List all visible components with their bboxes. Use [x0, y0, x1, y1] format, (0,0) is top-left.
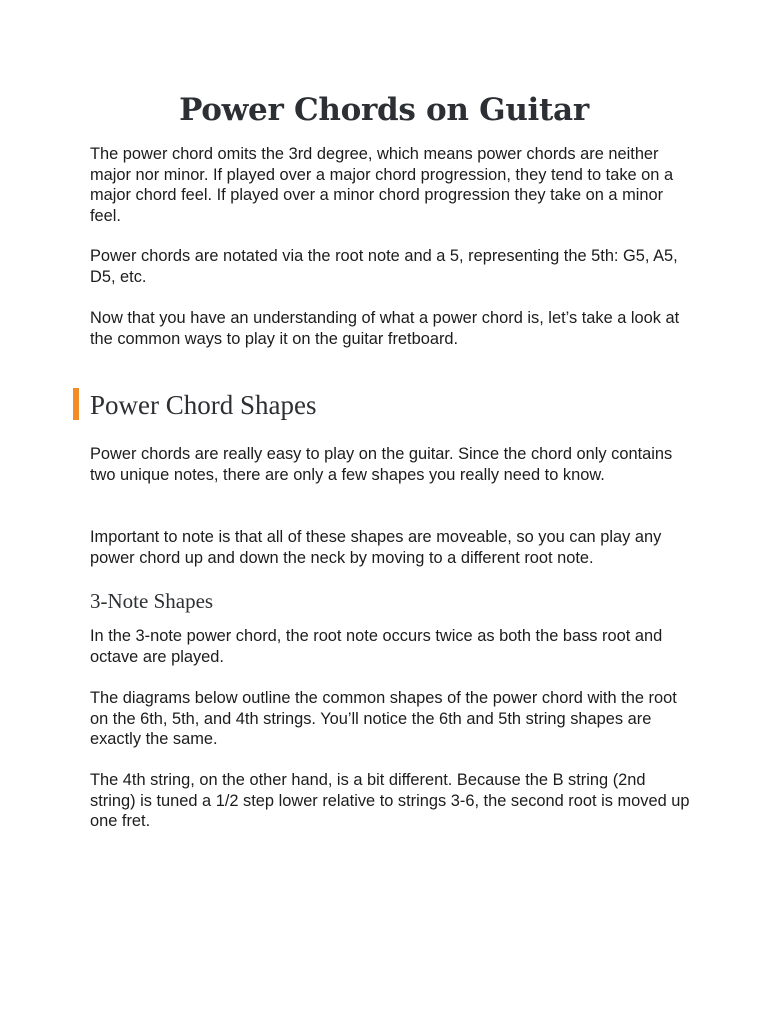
section-heading-3-note-shapes: 3-Note Shapes — [90, 589, 214, 613]
three-note-paragraph-2: The diagrams below outline the common shapes of the power chord with the root on the 6th, 5th, and 4th strings. You’ll notice the 6th and 5th string shapes are exactly the same. — [90, 689, 677, 749]
section-heading-power-chord-shapes: Power Chord Shapes — [90, 390, 317, 420]
intro-paragraph-2: Power chords are notated via the root note and a 5, representing the 5th: G5, A5, D5, etc. — [90, 247, 678, 286]
shapes-paragraph-1: Power chords are really easy to play on the guitar. Since the chord only contains two unique notes, there are only a few shapes you really need to know. — [90, 445, 673, 484]
three-note-paragraph-1: In the 3-note power chord, the root note occurs twice as both the bass root and octave are played. — [90, 627, 663, 666]
intro-paragraph-1: The power chord omits the 3rd degree, which means power chords are neither major nor minor. If played over a major chord progression, they tend to take on a major chord feel. If played over a minor chord progression they take on a minor feel. — [90, 145, 674, 226]
section-accent-bar — [73, 388, 79, 420]
page-title: Power Chords on Guitar — [179, 92, 589, 128]
three-note-paragraph-3: The 4th string, on the other hand, is a bit different. Because the B string (2nd string) is tuned a 1/2 step lower relative to strings 3-6, the second root is moved up one fret. — [90, 771, 690, 831]
shapes-paragraph-2: Important to note is that all of these shapes are moveable, so you can play any power chord up and down the neck by moving to a different root note. — [90, 528, 662, 567]
intro-paragraph-3: Now that you have an understanding of what a power chord is, let’s take a look at the common ways to play it on the guitar fretboard. — [90, 309, 680, 348]
